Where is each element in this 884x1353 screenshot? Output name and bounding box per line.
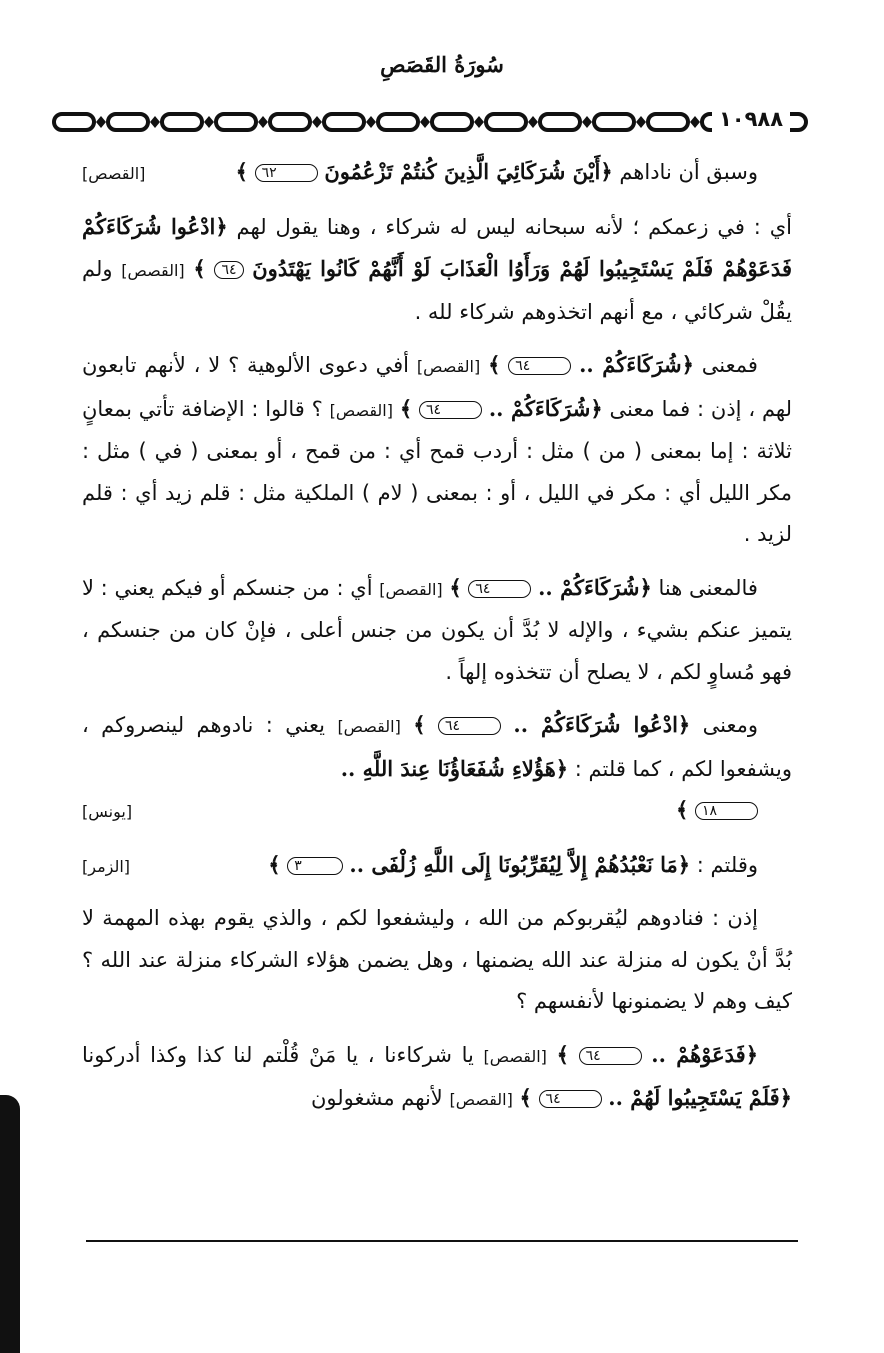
paragraph-3: فمعنى ﴿شُرَكَاءَكُمْ .. ٦٤ ﴾ [القصص] أفي دعوى الألوهية ؟ لا ، لأنهم تابعون لهم ، إذن : فما معنى ﴿شُرَكَاءَكُمْ .. ٦٤ ﴾ [القصص] ؟ قالوا : الإضافة تأتي بمعانٍ ثلاثة : إما بمعنى ( من ) مثل : أردب قمح أي : من قمح ، أو بمعنى ( في ) مثل : مكر الليل أي : مكر في الليل ، أو : بمعنى ( لام ) الملكية مثل : قلم زيد أي : قلم لزيد . xyxy=(82,352,793,546)
sura-title: سُورَةُ القَصَصِ xyxy=(380,52,504,77)
quran-quote: ﴿ادْعُوا شُرَكَاءَكُمْ .. xyxy=(513,712,691,737)
paragraph-6: وقلتم : ﴿مَا نَعْبُدُهُمْ إِلاَّ لِيُقَرِّبُونَا إِلَى اللَّهِ زُلْفَى .. ٣ ﴾ [الزمر] xyxy=(82,844,792,888)
quran-quote: ﴿هَؤُلاءِ شُفَعَاؤُنَا عِندَ اللَّهِ .. xyxy=(340,755,569,781)
closing-bracket: ﴾ xyxy=(193,257,206,281)
verse-number: ٦٢ xyxy=(255,164,318,182)
closing-bracket: ﴾ xyxy=(399,396,413,421)
verse-number: ٣ xyxy=(287,857,343,875)
sura-reference: [القصص] xyxy=(121,261,185,280)
paragraph-2: أي : في زعمكم ؛ لأنه سبحانه ليس له شركاء ، وهنا يقول لهم ﴿ادْعُوا شُرَكَاءَكُمْ فَدَعَوْهُمْ فَلَمْ يَسْتَجِيبُوا لَهُمْ وَرَأَوُا الْعَذَابَ لَوْ أَنَّهُمْ كَانُوا يَهْتَدُونَ ٦٤ ﴾ [القصص] ولم يقُلْ شركائي ، مع أنهم اتخذوهم شركاء لله . xyxy=(82,213,792,324)
page-number: ١٠٩٨٨ xyxy=(712,102,790,136)
page-binding-shadow xyxy=(0,1095,20,1353)
verse-number: ٦٤ xyxy=(438,717,501,735)
header-ornament-border xyxy=(50,104,810,140)
quran-quote: ﴿شُرَكَاءَكُمْ .. xyxy=(488,395,603,421)
quran-quote: ﴿أَيْنَ شُرَكَائِيَ الَّذِينَ كُنتُمْ تَزْعُمُونَ xyxy=(324,159,613,184)
closing-bracket: ﴾ xyxy=(413,713,426,737)
verse-number: ١٨ xyxy=(695,802,758,820)
page-body xyxy=(82,151,792,1132)
paragraph-5: ومعنى ﴿ادْعُوا شُرَكَاءَكُمْ .. ٦٤ ﴾ [القصص] يعني : نادوهم لينصروكم ، ويشفعوا لكم ، كما قلتم : ﴿هَؤُلاءِ شُفَعَاؤُنَا عِندَ اللَّهِ .. ١٨ ﴾ [يونس] xyxy=(82,704,792,833)
sura-reference: [الزمر] xyxy=(82,856,131,876)
quran-quote: ﴿ادْعُوا شُرَكَاءَكُمْ فَدَعَوْهُمْ فَلَمْ يَسْتَجِيبُوا لَهُمْ وَرَأَوُا الْعَذَابَ لَوْ أَنَّهُمْ كَانُوا يَهْتَدُونَ xyxy=(82,213,792,281)
closing-bracket: ﴾ xyxy=(675,798,689,822)
paragraph-4: فالمعنى هنا ﴿شُرَكَاءَكُمْ .. ٦٤ ﴾ [القصص] أي : من جنسكم أو فيكم يعني : لا يتميز عنكم بشيء ، والإله لا بُدَّ أن يكون من جنس أعلى ، فإنْ كان من جنسكم ، فهو مُساوٍ لكم ، لا يصلح أن تتخذوه إلهاً . xyxy=(82,574,792,684)
quran-quote: ﴿فَدَعَوْهُمْ .. xyxy=(651,1041,758,1067)
quran-quote: ﴿فَلَمْ يَسْتَجِيبُوا لَهُمْ .. xyxy=(608,1085,792,1110)
sura-reference: [القصص] xyxy=(449,1090,513,1109)
closing-bracket: ﴾ xyxy=(556,1042,569,1067)
paragraph-1: وسبق أن ناداهم ﴿أَيْنَ شُرَكَائِيَ الَّذِينَ كُنتُمْ تَزْعُمُونَ ٦٢ ﴾ [القصص] xyxy=(82,151,792,195)
sura-reference: [يونس] xyxy=(82,802,133,821)
sura-reference: [القصص] xyxy=(337,717,401,736)
sura-reference: [القصص] xyxy=(379,579,443,599)
paragraph-7: إذن : فنادوهم ليُقربوكم من الله ، وليشفعوا لكم ، والذي يقوم بهذه المهمة لا بُدَّ أنْ يكون له منزلة عند الله يضمنها ، وهل يضمن هؤلاء الشركاء منزلة عند الله ؟ كيف وهم لا يضمنونها لأنفسهم ؟ xyxy=(82,906,792,1013)
verse-number: ٦٤ xyxy=(579,1047,642,1065)
closing-bracket: ﴾ xyxy=(235,160,248,184)
verse-number: ٦٤ xyxy=(419,401,482,419)
closing-bracket: ﴾ xyxy=(519,1086,532,1110)
sura-reference: [القصص] xyxy=(483,1046,547,1066)
verse-number: ٦٤ xyxy=(214,261,243,279)
verse-number: ٦٤ xyxy=(508,357,571,375)
footer-rule xyxy=(86,1240,798,1242)
closing-bracket: ﴾ xyxy=(488,353,501,377)
verse-number: ٦٤ xyxy=(468,580,531,598)
paragraph-8: ﴿فَدَعَوْهُمْ .. ٦٤ ﴾ [القصص] يا شركاءنا ، يا مَنْ قُلْتم لنا كذا وكذا أدركونا ﴿فَلَمْ يَسْتَجِيبُوا لَهُمْ .. ٦٤ ﴾ [القصص] لأنهم مشغولون xyxy=(82,1041,792,1110)
closing-bracket: ﴾ xyxy=(449,575,462,600)
quran-quote: ﴿شُرَكَاءَكُمْ .. xyxy=(579,352,694,377)
sura-reference: [القصص] xyxy=(416,357,481,376)
sura-reference: [القصص] xyxy=(82,164,146,183)
quran-quote: ﴿شُرَكَاءَكُمْ .. xyxy=(538,574,652,600)
closing-bracket: ﴾ xyxy=(268,852,281,877)
quran-quote: ﴿مَا نَعْبُدُهُمْ إِلاَّ لِيُقَرِّبُونَا إِلَى اللَّهِ زُلْفَى .. xyxy=(349,851,691,877)
verse-number: ٦٤ xyxy=(539,1090,602,1108)
sura-reference: [القصص] xyxy=(329,400,393,420)
